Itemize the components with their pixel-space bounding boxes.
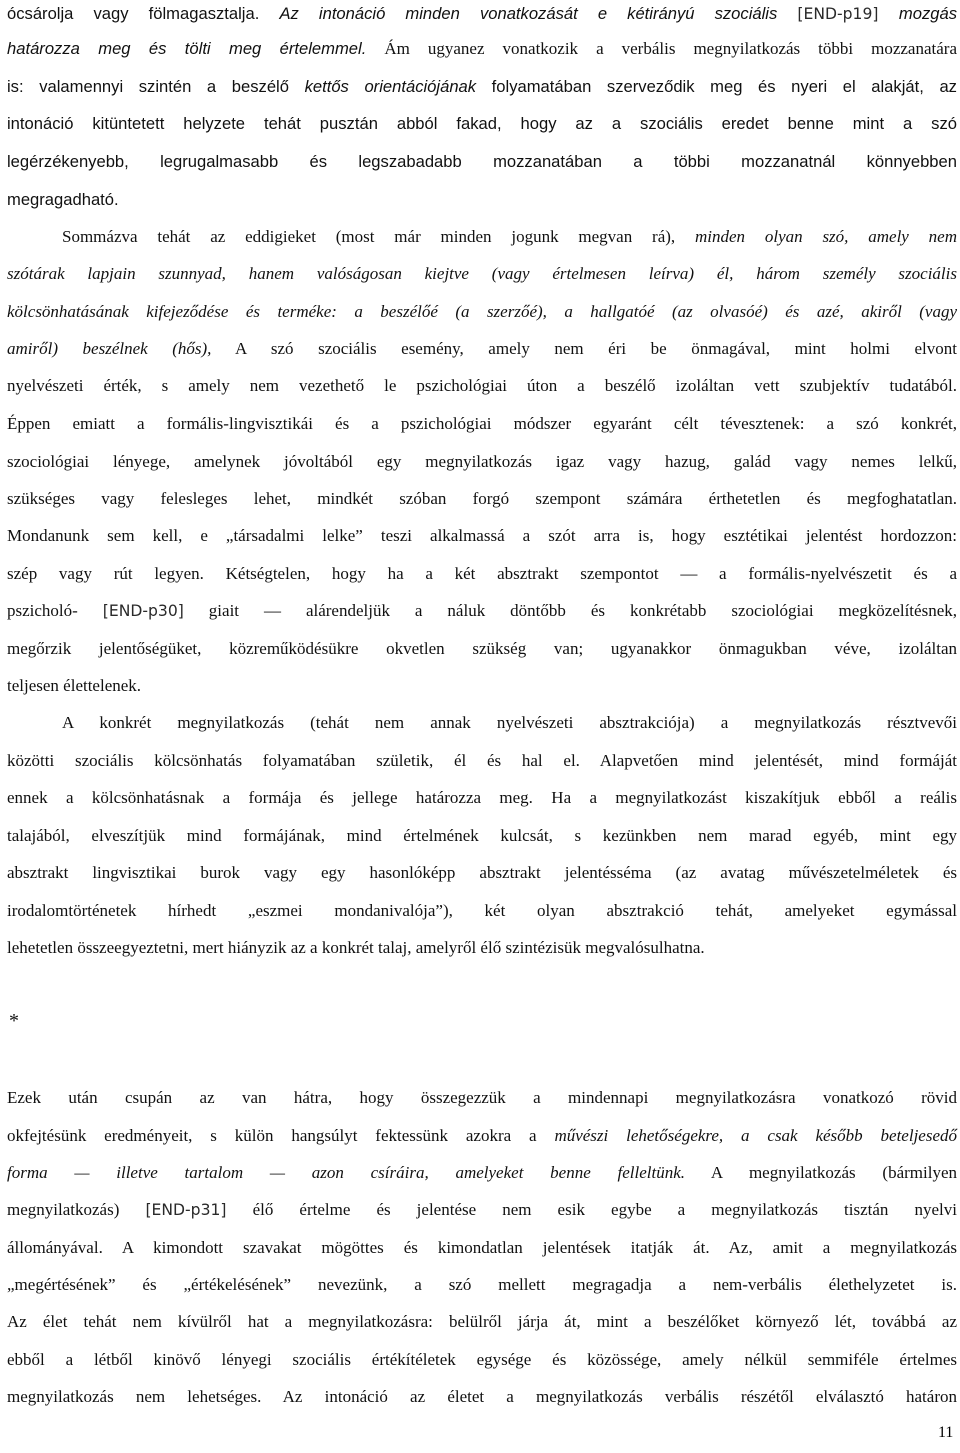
text-line (7, 2, 957, 26)
text-run: folyamatában szerveződik meg és nyeri el alakját, az (476, 77, 957, 96)
text-run: közötti szociális kölcsönhatás folyamatában születik, él és hal el. Alapvetően mind jelentését, mind formáját (7, 751, 957, 770)
text-line (7, 300, 957, 324)
page-marker: [END-p19] (797, 5, 899, 23)
text-run: ennek a kölcsönhatásnak a formája és jellege határozza meg. Ha a megnyilatkozást kiszakítjuk ebből a reális (7, 788, 957, 807)
text-line (7, 936, 957, 960)
italic-text: Az intonáció minden vonatkozását e kétirányú szociális (279, 4, 798, 23)
page-number: 11 (938, 1424, 954, 1441)
text-line (7, 1273, 957, 1297)
text-run: megragadható. (7, 190, 119, 209)
text-run: okfejtésünk eredményeit, s külön hangsúlyt fektessünk azokra a (7, 1126, 555, 1145)
text-line (7, 75, 957, 99)
text-run: megőrzik jelentőségüket, közreműködésükre okvetlen szükség van; ugyanakkor önmagukban véve, izoláltan (7, 639, 957, 658)
italic-text: kettős orientációjának (304, 77, 477, 96)
text-run: nyelvészeti érték, s amely nem vezethető le pszichológiai úton a beszélő izoláltan vett szubjektív tudatából. (7, 376, 957, 395)
text-run: is: valamennyi szintén a beszélő (7, 77, 305, 96)
text-line (7, 637, 957, 661)
text-line (7, 599, 957, 623)
text-run: giait — alárendeljük a náluk döntőbb és konkrétabb szociológiai megközelítésnek, (183, 601, 957, 620)
text-line (7, 412, 957, 436)
italic-text: amiről) beszélnek (hős), (7, 339, 212, 358)
text-run: talajából, elveszítjük mind formájának, mind értelmének kulcsát, s kezünkben nem marad egyéb, mint egy (7, 826, 957, 845)
text-line (7, 786, 957, 810)
text-run: Éppen emiatt a formális-lingvisztikái és a pszichológiai módszer egyaránt célt tévesztenek: a szó konkrét, (7, 414, 957, 433)
text-line (7, 861, 957, 885)
text-run: megnyilatkozás nem lehetséges. Az intonáció az életet a megnyilatkozás verbális részétől elválasztó határon (7, 1387, 957, 1406)
text-run: teljesen élettelenek. (7, 676, 142, 695)
text-line (7, 150, 957, 174)
section-separator-asterisk: * (9, 1010, 19, 1032)
text-line (7, 487, 957, 511)
text-run: lehetetlen összeegyeztetni, mert hiányzik az a konkrét talaj, amelyről élő szintézisük megvalósulhatna. (7, 938, 705, 957)
page-marker: [END-p30] (102, 602, 184, 620)
text-run: Ezek után csupán az van hátra, hogy összegezzük a mindennapi megnyilatkozásra vonatkozó rövid (7, 1088, 957, 1107)
italic-text: mozgás (898, 4, 958, 23)
text-line (7, 337, 957, 361)
text-line (7, 824, 957, 848)
text-line (7, 225, 957, 249)
text-run: A megnyilatkozás (bármilyen (685, 1163, 957, 1182)
text-line (7, 1086, 957, 1110)
text-run: szükséges vagy felesleges lehet, mindkét szóban forgó szempont számára érthetetlen és megfoghatatlan. (7, 489, 957, 508)
text-line (7, 37, 957, 61)
text-line (7, 562, 957, 586)
text-run: élő értelme és jelentése nem esik egybe a megnyilatkozás tisztán nyelvi (226, 1200, 957, 1219)
text-run: irodalomtörténetek hírhedt „eszmei mondanivalója”), két olyan absztrakció tehát, amelyeket egymással (7, 901, 957, 920)
text-run: Mondanunk sem kell, e „társadalmi lelke” teszi alkalmassá a szót arra is, hogy esztétikai jelentést hordozzon: (7, 526, 957, 545)
text-line (7, 450, 957, 474)
text-line (7, 1348, 957, 1372)
text-run: intonáció kitüntetett helyzete tehát pusztán abból fakad, hogy az a szociális eredet benne mint a szó (7, 114, 957, 133)
italic-text: minden olyan szó, amely nem (694, 227, 957, 246)
text-line (7, 188, 957, 212)
text-run: szép vagy rút legyen. Kétségtelen, hogy ha a két absztrakt szempontot — a formális-nyelvészetit és a (7, 564, 957, 583)
text-run: Sommázva tehát az eddigieket (most már minden jogunk megvan rá), (62, 227, 695, 246)
text-run: ócsárolja vagy fölmagasztalja. (7, 4, 280, 23)
italic-text: kölcsönhatásának kifejeződése és terméke: a beszélőé (a szerzőé), a hallgatóé (az olvasóé) és azé, akiről (vagy (7, 302, 957, 321)
text-run: absztrakt lingvisztikai burok vagy egy hasonlóképp absztrakt jelentésséma (az avatag művészetelméletek és (7, 863, 957, 882)
text-run: Ám ugyanez vonatkozik a verbális megnyilatkozás többi mozzanatára (366, 39, 957, 58)
italic-text: művészi lehetőségekre, a csak később beteljesedő (554, 1126, 957, 1145)
text-line (7, 374, 957, 398)
text-line (7, 899, 957, 923)
page-marker: [END-p31] (145, 1201, 227, 1219)
text-run: megnyilatkozás) (7, 1200, 146, 1219)
text-line (7, 262, 957, 286)
italic-text: forma — illetve tartalom — azon csíráira, amelyeket benne felleltünk. (7, 1163, 686, 1182)
italic-text: határozza meg és tölti meg értelemmel. (7, 39, 367, 58)
text-run: legérzékenyebb, legrugalmasabb és legszabadabb mozzanatában a többi mozzanatnál könnyebben (7, 152, 957, 171)
text-run: ebből a létből kinövő lényegi szociális értékítéletek egysége és közössége, amely nélkül semmiféle értelmes (7, 1350, 957, 1369)
text-run: A konkrét megnyilatkozás (tehát nem annak nyelvészeti absztrakciója) a megnyilatkozás résztvevői (62, 713, 957, 732)
text-line (7, 1310, 957, 1334)
text-line (7, 112, 957, 136)
text-line (7, 524, 957, 548)
text-line (7, 1124, 957, 1148)
text-line (7, 674, 957, 698)
text-line (7, 1198, 957, 1222)
text-line (7, 711, 957, 735)
text-run: Az élet tehát nem kívülről hat a megnyilatkozásra: belülről járja át, mint a beszélőket környező lét, továbbá az (7, 1312, 957, 1331)
text-line (7, 1236, 957, 1260)
text-run: A szó szociális esemény, amely nem éri be önmagával, mint holmi elvont (211, 339, 957, 358)
text-line (7, 1385, 957, 1409)
text-run: szociológiai lényege, amelynek jóvoltából egy megnyilatkozás igaz vagy hazug, galád vagy nemes lelkű, (7, 452, 957, 471)
italic-text: szótárak lapjain szunnyad, hanem valóságosan kiejtve (vagy értelmesen leírva) él, három személy szociális (7, 264, 957, 283)
text-run: állományával. A kimondott szavakat mögöttes és kimondatlan jelentések itatják át. Az, amit a megnyilatkozás (7, 1238, 957, 1257)
text-run: „megértésének” és „értékelésének” nevezünk, a szó mellett megragadja a nem-verbális élethelyzetet is. (7, 1275, 957, 1294)
text-line (7, 749, 957, 773)
text-line (7, 1161, 957, 1185)
text-run: pszicholó- (7, 601, 103, 620)
